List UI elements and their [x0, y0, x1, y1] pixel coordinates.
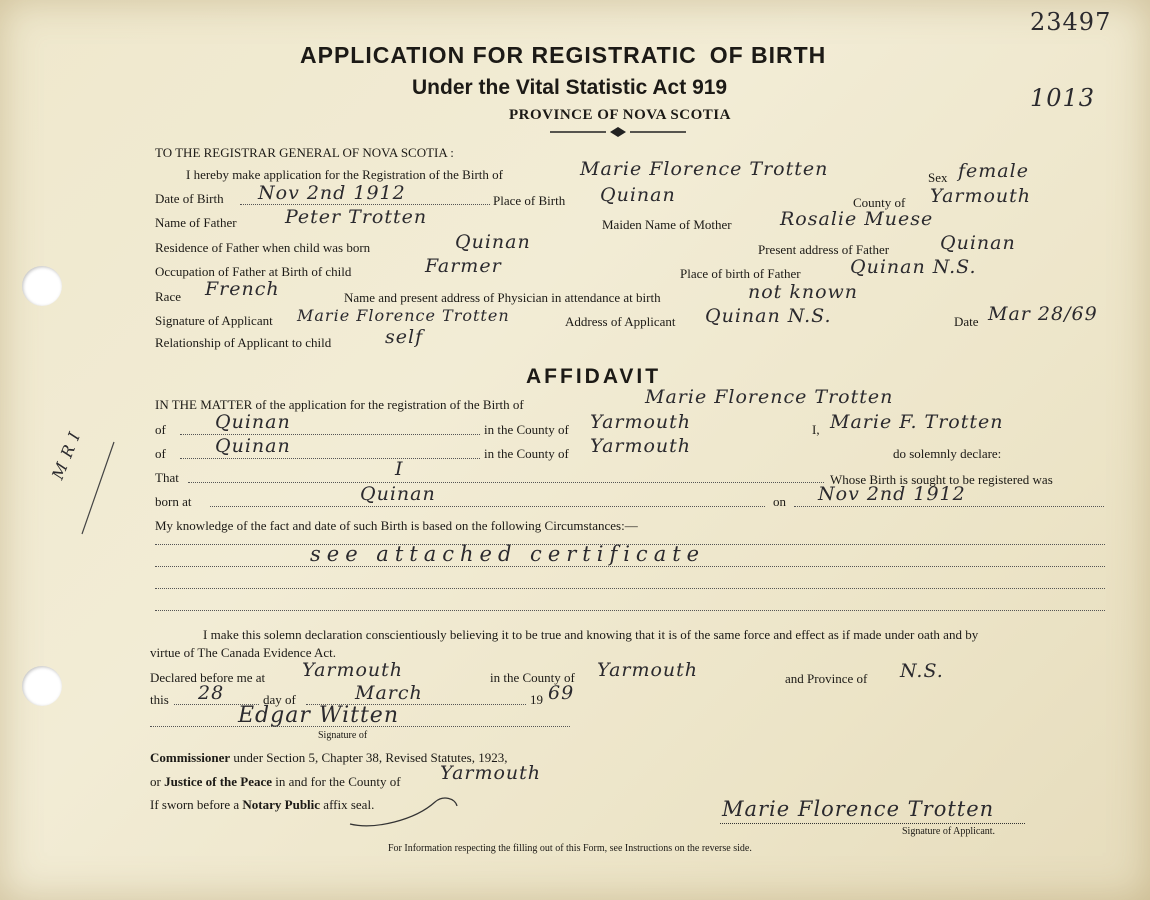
form-title: APPLICATION FOR REGISTRATIC OF BIRTH: [300, 42, 827, 68]
notary-line: [150, 797, 374, 813]
occupation-value: Farmer: [425, 255, 502, 277]
commissioner-signature: Edgar Witten: [238, 703, 399, 728]
notary-pre: If sworn before a: [150, 797, 243, 812]
date-value: Mar 28/69: [988, 303, 1098, 325]
applicant-signature-value: Marie Florence Trotten: [297, 306, 510, 325]
i-label: I,: [812, 422, 820, 437]
of1-label: of: [155, 422, 166, 437]
i-name-value: Marie F. Trotten: [830, 411, 1004, 433]
applicant-final-signature: Marie Florence Trotten: [722, 797, 995, 821]
commissioner-rest: under Section 5, Chapter 38, Revised Statutes, 1923,: [230, 750, 508, 765]
of1-value: Quinan: [215, 411, 291, 433]
race-value: French: [205, 278, 280, 300]
notary-post: affix seal.: [320, 797, 375, 812]
relationship-value: self: [385, 326, 424, 348]
applicant-signature-label: Signature of Applicant: [155, 313, 273, 328]
dob-dots: [240, 204, 490, 205]
born-at-dots: [210, 506, 765, 507]
circumstances-value: see attached certificate: [310, 542, 706, 566]
present-address-label: Present address of Father: [758, 242, 890, 257]
county2-value: Yarmouth: [590, 435, 692, 457]
declaration-text-1: I make this solemn declaration conscientiously believing it to be true and knowing that it is of the same force and effect as if made under oath and by: [203, 627, 979, 642]
month-value: March: [355, 682, 423, 704]
county1-label: in the County of: [484, 422, 569, 437]
that-value: I: [395, 458, 404, 480]
father-pob-label: Place of birth of Father: [680, 266, 801, 281]
on-dots: [794, 506, 1104, 507]
county1-value: Yarmouth: [590, 411, 692, 433]
declared-label: Declared before me at: [150, 670, 266, 685]
occupation-label: Occupation of Father at Birth of child: [155, 264, 352, 279]
year-value: 69: [548, 682, 575, 704]
affidavit-heading: AFFIDAVIT: [526, 365, 662, 388]
to-registrar-line: TO THE REGISTRAR GENERAL OF NOVA SCOTIA :: [155, 145, 454, 160]
relationship-label: Relationship of Applicant to child: [155, 335, 332, 350]
matter-name: Marie Florence Trotten: [645, 386, 894, 408]
sex-label: Sex: [928, 170, 948, 185]
county-value: Yarmouth: [930, 185, 1032, 207]
father-label: Name of Father: [155, 215, 237, 230]
date-label: Date: [954, 314, 979, 329]
province-label: and Province of: [785, 671, 868, 686]
of2-label: of: [155, 446, 166, 461]
form-subtitle: Under the Vital Statistic Act 919: [412, 76, 728, 99]
footer-instructions: For Information respecting the filling out of this Form, see Instructions on the reverse side.: [388, 843, 752, 854]
circumstance-line-4: [155, 610, 1105, 611]
knowledge-text: My knowledge of the fact and date of such Birth is based on the following Circumstances:—: [155, 518, 638, 533]
this-label: this: [150, 692, 169, 707]
born-at-label: born at: [155, 494, 192, 509]
that-label: That: [155, 470, 179, 485]
margin-note: M R I: [48, 428, 85, 483]
mother-label: Maiden Name of Mother: [602, 217, 732, 232]
declared-at-value: Yarmouth: [302, 659, 404, 681]
declaration-text-2: virtue of The Canada Evidence Act.: [150, 645, 337, 660]
day-of-label: day of: [263, 692, 296, 707]
or-label: or: [150, 774, 165, 789]
province-value: N.S.: [900, 660, 944, 682]
registration-number: 1013: [1030, 84, 1096, 112]
matter-text: IN THE MATTER of the application for the registration of the Birth of: [155, 397, 524, 412]
signature-flourish: [345, 792, 465, 832]
physician-value: not known: [748, 281, 859, 303]
whose-birth-text: Whose Birth is sought to be registered was: [830, 472, 1053, 487]
notary-bold: Notary Public: [242, 797, 321, 812]
commissioner-bold: Commissioner: [150, 750, 231, 765]
margin-slash: [78, 438, 118, 538]
applicant-address-value: Quinan N.S.: [705, 305, 832, 327]
signature-of-label: Signature of: [318, 730, 368, 741]
applicant-address-label: Address of Applicant: [565, 314, 676, 329]
race-label: Race: [155, 289, 181, 304]
punch-hole-bottom: [22, 666, 62, 706]
jp-bold: Justice of the Peace: [164, 774, 273, 789]
punch-hole-top: [22, 266, 62, 306]
pob-value: Quinan: [600, 184, 676, 206]
jp-line: [150, 774, 401, 790]
residence-value: Quinan: [455, 231, 531, 253]
physician-label: Name and present address of Physician in attendance at birth: [344, 290, 661, 305]
applicant-signature-line: [720, 823, 1025, 824]
circumstance-line-2: [155, 566, 1105, 567]
form-number: 23497: [1030, 8, 1112, 36]
province-heading: PROVINCE OF NOVA SCOTIA: [509, 107, 731, 123]
circumstance-line-3: [155, 588, 1105, 589]
father-value: Peter Trotten: [285, 206, 428, 228]
born-at-value: Quinan: [360, 483, 436, 505]
residence-label: Residence of Father when child was born: [155, 240, 371, 255]
year-prefix: 19: [530, 692, 543, 707]
county3-label: in the County of: [490, 670, 575, 685]
dob-label: Date of Birth: [155, 191, 224, 206]
on-label: on: [773, 494, 786, 509]
that-dots: [188, 482, 824, 483]
declare-text: do solemnly declare:: [893, 446, 1002, 461]
father-pob-value: Quinan N.S.: [850, 256, 977, 278]
child-name: Marie Florence Trotten: [580, 158, 829, 180]
of2-dots: [180, 458, 480, 459]
county-label: County of: [853, 195, 906, 210]
day-value: 28: [198, 682, 225, 704]
sex-value: female: [958, 160, 1029, 182]
applicant-signature-label: Signature of Applicant.: [902, 826, 996, 837]
county3-value: Yarmouth: [597, 659, 699, 681]
intro-text: I hereby make application for the Registration of the Birth of: [186, 167, 503, 182]
present-address-value: Quinan: [940, 232, 1016, 254]
jp-county-value: Yarmouth: [440, 762, 542, 784]
mother-value: Rosalie Muese: [780, 208, 934, 230]
title-flourish: [548, 126, 688, 138]
of2-value: Quinan: [215, 435, 291, 457]
county2-label: in the County of: [484, 446, 569, 461]
pob-label: Place of Birth: [493, 193, 566, 208]
on-date-value: Nov 2nd 1912: [818, 483, 966, 505]
jp-rest: in and for the County of: [272, 774, 401, 789]
dob-value: Nov 2nd 1912: [258, 182, 406, 204]
